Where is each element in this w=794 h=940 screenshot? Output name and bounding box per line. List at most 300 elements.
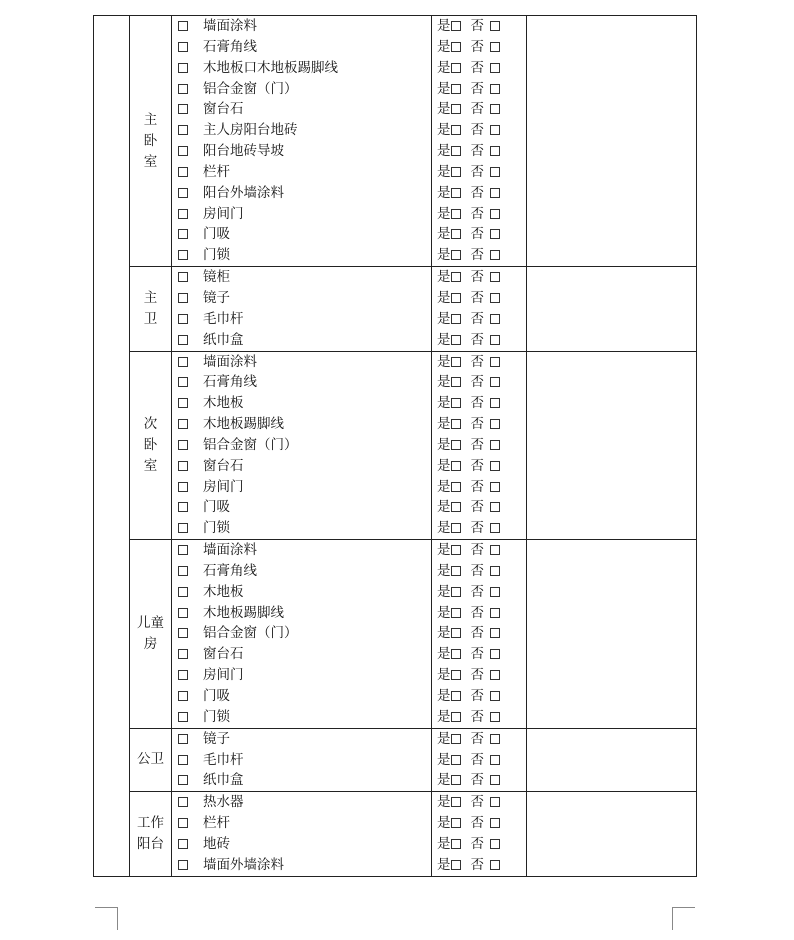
item-label: 铝合金窗（门） [203, 436, 298, 453]
yes-no-line [432, 456, 526, 477]
no-checkbox[interactable] [490, 209, 500, 219]
no-label: 否 [470, 226, 484, 243]
remarks-cell[interactable] [527, 351, 697, 540]
item-checkbox[interactable] [178, 545, 188, 555]
item-label: 阳台地砖导坡 [203, 143, 284, 160]
no-label: 否 [470, 143, 484, 160]
no-checkbox[interactable] [490, 188, 500, 198]
yes-no-line [432, 288, 526, 309]
no-label: 否 [470, 163, 484, 180]
item-line [172, 204, 431, 225]
yes-label: 是 [437, 562, 451, 579]
yes-checkbox[interactable] [451, 608, 461, 618]
no-checkbox[interactable] [490, 21, 500, 31]
item-label: 门锁 [203, 520, 230, 537]
no-label: 否 [470, 436, 484, 453]
yes-checkbox[interactable] [451, 104, 461, 114]
yes-no-line [432, 120, 526, 141]
yes-label: 是 [437, 18, 451, 34]
items-cell [172, 351, 432, 540]
yes-label: 是 [437, 856, 451, 873]
yes-label: 是 [437, 38, 451, 55]
yes-no-line [432, 141, 526, 162]
item-checkbox[interactable] [178, 209, 188, 219]
no-checkbox[interactable] [490, 84, 500, 94]
yes-no-line [432, 352, 526, 373]
no-label: 否 [470, 708, 484, 725]
item-line [172, 414, 431, 435]
no-checkbox[interactable] [490, 250, 500, 260]
no-checkbox[interactable] [490, 272, 500, 282]
item-line [172, 37, 431, 58]
no-checkbox[interactable] [490, 797, 500, 807]
item-label: 门吸 [203, 499, 230, 516]
item-line [172, 729, 431, 750]
no-label: 否 [470, 416, 484, 433]
no-checkbox[interactable] [490, 691, 500, 701]
yes-label: 是 [437, 835, 451, 852]
yes-label: 是 [437, 416, 451, 433]
item-checkbox[interactable] [178, 167, 188, 177]
no-label: 否 [470, 562, 484, 579]
yes-checkbox[interactable] [451, 188, 461, 198]
item-line [172, 834, 431, 855]
yes-checkbox[interactable] [451, 272, 461, 282]
yes-no-line [432, 309, 526, 330]
item-line [172, 224, 431, 245]
yes-checkbox[interactable] [451, 209, 461, 219]
item-checkbox[interactable] [178, 84, 188, 94]
no-checkbox[interactable] [490, 628, 500, 638]
item-checkbox[interactable] [178, 608, 188, 618]
no-checkbox[interactable] [490, 649, 500, 659]
room-section [94, 267, 697, 351]
no-checkbox[interactable] [490, 587, 500, 597]
item-checkbox[interactable] [178, 797, 188, 807]
item-label: 窗台石 [203, 646, 244, 663]
no-checkbox[interactable] [490, 755, 500, 765]
no-checkbox[interactable] [490, 775, 500, 785]
yes-checkbox[interactable] [451, 125, 461, 135]
no-label: 否 [470, 269, 484, 286]
no-checkbox[interactable] [490, 398, 500, 408]
yes-checkbox[interactable] [451, 335, 461, 345]
yes-checkbox[interactable] [451, 628, 461, 638]
room-name-cell [130, 728, 172, 792]
no-checkbox[interactable] [490, 482, 500, 492]
item-checkbox[interactable] [178, 63, 188, 73]
yes-no-line [432, 686, 526, 707]
yes-no-cell [432, 792, 527, 876]
no-label: 否 [470, 122, 484, 139]
no-label: 否 [470, 59, 484, 76]
no-checkbox[interactable] [490, 608, 500, 618]
yes-label: 是 [437, 122, 451, 139]
item-line [172, 435, 431, 456]
item-checkbox[interactable] [178, 377, 188, 387]
no-checkbox[interactable] [490, 357, 500, 367]
no-label: 否 [470, 18, 484, 34]
no-checkbox[interactable] [490, 502, 500, 512]
item-checkbox[interactable] [178, 272, 188, 282]
no-checkbox[interactable] [490, 146, 500, 156]
items-cell [172, 540, 432, 729]
room-name-cell [130, 351, 172, 540]
no-label: 否 [470, 835, 484, 852]
item-line [172, 813, 431, 834]
no-checkbox[interactable] [490, 566, 500, 576]
item-label: 门锁 [203, 708, 230, 725]
yes-label: 是 [437, 478, 451, 495]
yes-no-line [432, 37, 526, 58]
item-checkbox[interactable] [178, 523, 188, 533]
yes-checkbox[interactable] [451, 63, 461, 73]
yes-label: 是 [437, 289, 451, 306]
item-label: 热水器 [203, 794, 244, 811]
room-name: 儿童 房 [137, 614, 164, 652]
room-section [94, 540, 697, 729]
item-line [172, 183, 431, 204]
yes-no-line [432, 79, 526, 100]
yes-checkbox[interactable] [451, 377, 461, 387]
yes-no-line [432, 183, 526, 204]
yes-label: 是 [437, 730, 451, 747]
yes-checkbox[interactable] [451, 712, 461, 722]
item-label: 木地板口木地板踢脚线 [203, 59, 338, 76]
no-label: 否 [470, 730, 484, 747]
item-checkbox[interactable] [178, 398, 188, 408]
item-checkbox[interactable] [178, 293, 188, 303]
item-line [172, 665, 431, 686]
room-section [94, 728, 697, 792]
yes-no-line [432, 834, 526, 855]
yes-label: 是 [437, 374, 451, 391]
yes-no-line [432, 518, 526, 539]
yes-label: 是 [437, 205, 451, 222]
item-label: 铝合金窗（门） [203, 625, 298, 642]
item-line [172, 497, 431, 518]
yes-label: 是 [437, 163, 451, 180]
item-label: 阳台外墙涂料 [203, 184, 284, 201]
yes-label: 是 [437, 226, 451, 243]
no-checkbox[interactable] [490, 712, 500, 722]
item-checkbox[interactable] [178, 461, 188, 471]
item-checkbox[interactable] [178, 188, 188, 198]
item-label: 石膏角线 [203, 38, 257, 55]
item-line [172, 750, 431, 771]
remarks-cell[interactable] [527, 267, 697, 351]
items-cell [172, 792, 432, 876]
item-line [172, 456, 431, 477]
no-label: 否 [470, 395, 484, 412]
no-checkbox[interactable] [490, 42, 500, 52]
item-checkbox[interactable] [178, 419, 188, 429]
remarks-cell[interactable] [527, 792, 697, 876]
yes-label: 是 [437, 247, 451, 264]
item-checkbox[interactable] [178, 670, 188, 680]
yes-checkbox[interactable] [451, 229, 461, 239]
yes-checkbox[interactable] [451, 314, 461, 324]
yes-checkbox[interactable] [451, 146, 461, 156]
yes-checkbox[interactable] [451, 545, 461, 555]
item-line [172, 372, 431, 393]
item-label: 地砖 [203, 835, 230, 852]
yes-no-line [432, 162, 526, 183]
yes-label: 是 [437, 772, 451, 789]
no-label: 否 [470, 794, 484, 811]
no-label: 否 [470, 542, 484, 559]
item-label: 栏杆 [203, 163, 230, 180]
no-label: 否 [470, 247, 484, 264]
yes-checkbox[interactable] [451, 461, 461, 471]
yes-checkbox[interactable] [451, 649, 461, 659]
item-checkbox[interactable] [178, 314, 188, 324]
item-checkbox[interactable] [178, 818, 188, 828]
room-name-cell [130, 16, 172, 267]
yes-checkbox[interactable] [451, 691, 461, 701]
yes-no-line [432, 582, 526, 603]
yes-checkbox[interactable] [451, 482, 461, 492]
yes-label: 是 [437, 436, 451, 453]
no-label: 否 [470, 353, 484, 370]
item-label: 房间门 [203, 478, 244, 495]
item-checkbox[interactable] [178, 691, 188, 701]
item-line [172, 393, 431, 414]
yes-checkbox[interactable] [451, 566, 461, 576]
items-cell [172, 267, 432, 351]
no-checkbox[interactable] [490, 63, 500, 73]
yes-checkbox[interactable] [451, 587, 461, 597]
remarks-cell[interactable] [527, 16, 697, 267]
yes-checkbox[interactable] [451, 523, 461, 533]
item-checkbox[interactable] [178, 649, 188, 659]
yes-no-cell [432, 728, 527, 792]
item-checkbox[interactable] [178, 104, 188, 114]
no-checkbox[interactable] [490, 167, 500, 177]
yes-checkbox[interactable] [451, 797, 461, 807]
yes-checkbox[interactable] [451, 42, 461, 52]
remarks-cell[interactable] [527, 540, 697, 729]
no-label: 否 [470, 38, 484, 55]
no-label: 否 [470, 374, 484, 391]
item-checkbox[interactable] [178, 146, 188, 156]
yes-checkbox[interactable] [451, 419, 461, 429]
item-checkbox[interactable] [178, 566, 188, 576]
page-corner-mark-left [95, 907, 118, 930]
no-label: 否 [470, 625, 484, 642]
yes-checkbox[interactable] [451, 167, 461, 177]
item-label: 石膏角线 [203, 374, 257, 391]
no-checkbox[interactable] [490, 440, 500, 450]
item-label: 门锁 [203, 247, 230, 264]
item-line [172, 623, 431, 644]
item-line [172, 99, 431, 120]
no-checkbox[interactable] [490, 818, 500, 828]
no-checkbox[interactable] [490, 545, 500, 555]
room-name-cell [130, 540, 172, 729]
yes-label: 是 [437, 80, 451, 97]
room-name-cell [130, 267, 172, 351]
item-line [172, 141, 431, 162]
yes-no-line [432, 644, 526, 665]
item-label: 窗台石 [203, 101, 244, 118]
yes-label: 是 [437, 708, 451, 725]
yes-checkbox[interactable] [451, 775, 461, 785]
item-line [172, 686, 431, 707]
items-cell [172, 728, 432, 792]
remarks-cell[interactable] [527, 728, 697, 792]
yes-label: 是 [437, 625, 451, 642]
yes-no-line [432, 813, 526, 834]
yes-no-cell [432, 540, 527, 729]
yes-no-line [432, 770, 526, 791]
no-checkbox[interactable] [490, 523, 500, 533]
no-label: 否 [470, 478, 484, 495]
item-line [172, 309, 431, 330]
item-label: 纸巾盒 [203, 772, 244, 789]
item-checkbox[interactable] [178, 712, 188, 722]
item-checkbox[interactable] [178, 125, 188, 135]
no-label: 否 [470, 688, 484, 704]
item-checkbox[interactable] [178, 775, 188, 785]
item-line [172, 603, 431, 624]
item-label: 石膏角线 [203, 562, 257, 579]
yes-no-line [432, 99, 526, 120]
yes-label: 是 [437, 583, 451, 600]
yes-checkbox[interactable] [451, 755, 461, 765]
no-label: 否 [470, 667, 484, 684]
yes-label: 是 [437, 59, 451, 76]
yes-no-cell [432, 351, 527, 540]
yes-checkbox[interactable] [451, 440, 461, 450]
yes-no-line [432, 497, 526, 518]
item-checkbox[interactable] [178, 755, 188, 765]
item-checkbox[interactable] [178, 860, 188, 870]
no-checkbox[interactable] [490, 335, 500, 345]
item-line [172, 540, 431, 561]
item-checkbox[interactable] [178, 502, 188, 512]
item-checkbox[interactable] [178, 587, 188, 597]
no-label: 否 [470, 289, 484, 306]
item-checkbox[interactable] [178, 440, 188, 450]
yes-checkbox[interactable] [451, 670, 461, 680]
item-checkbox[interactable] [178, 482, 188, 492]
item-checkbox[interactable] [178, 42, 188, 52]
item-checkbox[interactable] [178, 628, 188, 638]
no-checkbox[interactable] [490, 461, 500, 471]
yes-label: 是 [437, 331, 451, 348]
item-label: 墙面涂料 [203, 353, 257, 370]
no-checkbox[interactable] [490, 670, 500, 680]
room-name: 工作 阳台 [137, 814, 164, 852]
no-checkbox[interactable] [490, 229, 500, 239]
item-checkbox[interactable] [178, 357, 188, 367]
no-checkbox[interactable] [490, 377, 500, 387]
yes-checkbox[interactable] [451, 293, 461, 303]
no-checkbox[interactable] [490, 734, 500, 744]
items-cell [172, 16, 432, 267]
yes-checkbox[interactable] [451, 357, 461, 367]
no-label: 否 [470, 772, 484, 789]
no-label: 否 [470, 310, 484, 327]
item-line [172, 770, 431, 791]
yes-no-line [432, 623, 526, 644]
item-line [172, 582, 431, 603]
item-line [172, 330, 431, 351]
yes-checkbox[interactable] [451, 839, 461, 849]
item-label: 栏杆 [203, 815, 230, 832]
yes-checkbox[interactable] [451, 398, 461, 408]
page-corner-mark-right [672, 907, 695, 930]
item-line [172, 477, 431, 498]
yes-label: 是 [437, 815, 451, 832]
no-checkbox[interactable] [490, 104, 500, 114]
item-checkbox[interactable] [178, 335, 188, 345]
yes-label: 是 [437, 184, 451, 201]
item-checkbox[interactable] [178, 734, 188, 744]
item-line [172, 644, 431, 665]
yes-label: 是 [437, 667, 451, 684]
item-label: 墙面涂料 [203, 18, 257, 34]
blank-first-column [94, 16, 130, 877]
item-line [172, 855, 431, 876]
room-name: 主 卫 [143, 289, 158, 327]
no-label: 否 [470, 583, 484, 600]
yes-checkbox[interactable] [451, 84, 461, 94]
yes-no-line [432, 561, 526, 582]
room-section [94, 351, 697, 540]
item-label: 主人房阳台地砖 [203, 122, 298, 139]
item-label: 镜子 [203, 289, 230, 306]
yes-no-line [432, 245, 526, 266]
no-label: 否 [470, 205, 484, 222]
no-checkbox[interactable] [490, 125, 500, 135]
yes-no-line [432, 204, 526, 225]
yes-checkbox[interactable] [451, 21, 461, 31]
item-line [172, 58, 431, 79]
no-checkbox[interactable] [490, 419, 500, 429]
item-line [172, 561, 431, 582]
no-label: 否 [470, 80, 484, 97]
item-line [172, 245, 431, 266]
yes-no-line [432, 330, 526, 351]
yes-label: 是 [437, 604, 451, 621]
yes-checkbox[interactable] [451, 818, 461, 828]
yes-no-cell [432, 16, 527, 267]
item-checkbox[interactable] [178, 250, 188, 260]
item-line [172, 518, 431, 539]
yes-label: 是 [437, 143, 451, 160]
no-checkbox[interactable] [490, 839, 500, 849]
yes-label: 是 [437, 751, 451, 768]
yes-checkbox[interactable] [451, 734, 461, 744]
item-line [172, 267, 431, 288]
item-line [172, 792, 431, 813]
item-checkbox[interactable] [178, 21, 188, 31]
yes-label: 是 [437, 395, 451, 412]
yes-checkbox[interactable] [451, 250, 461, 260]
yes-no-line [432, 393, 526, 414]
yes-checkbox[interactable] [451, 860, 461, 870]
yes-checkbox[interactable] [451, 502, 461, 512]
item-checkbox[interactable] [178, 229, 188, 239]
no-checkbox[interactable] [490, 860, 500, 870]
no-label: 否 [470, 457, 484, 474]
no-checkbox[interactable] [490, 293, 500, 303]
item-checkbox[interactable] [178, 839, 188, 849]
yes-label: 是 [437, 353, 451, 370]
no-checkbox[interactable] [490, 314, 500, 324]
